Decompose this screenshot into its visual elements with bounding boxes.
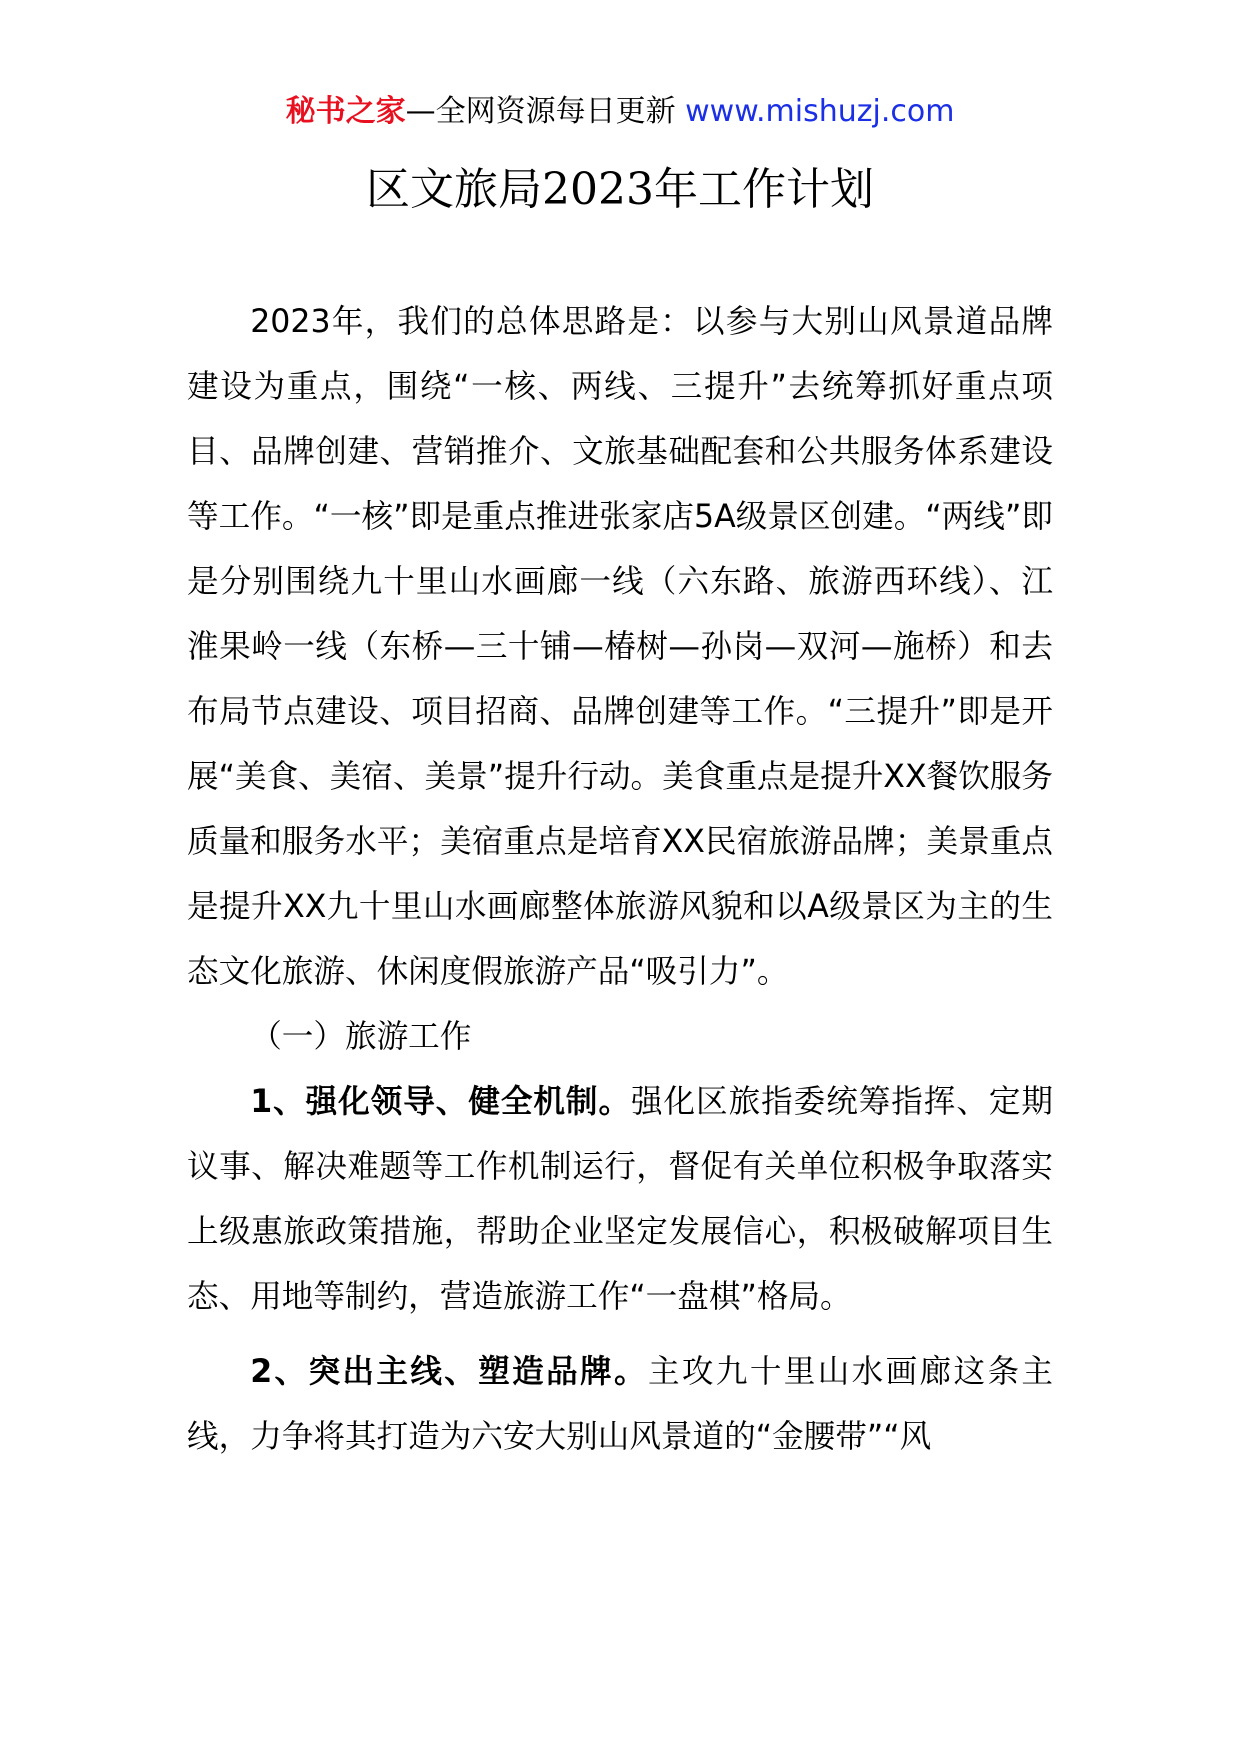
item-heading-2: 2、突出主线、塑造品牌。 (250, 1354, 648, 1390)
site-slogan: —全网资源每日更新 (405, 94, 686, 129)
item-paragraph-2 (187, 1340, 1053, 1470)
site-banner (0, 92, 1240, 132)
item-heading-1: 1、强化领导、健全机制。 (250, 1084, 631, 1120)
document-title: 区文旅局2023年工作计划 (366, 164, 874, 215)
section-heading: （一）旅游工作 (250, 1019, 472, 1055)
item-paragraph-1 (187, 1070, 1053, 1330)
document-body (187, 290, 1053, 1470)
site-brand: 秘书之家 (285, 94, 406, 129)
intro-paragraph: 2023年，我们的总体思路是：以参与大别山风景道品牌建设为重点，围绕“一核、两线、三提升”去统筹抓好重点项目、品牌创建、营销推介、文旅基础配套和公共服务体系建设等工作。“一核”即是重点推进张家店5A级景区创建。“两线”即是分别围绕九十里山水画廊一线（六东路、旅游西环线）、江淮果岭一线（东桥—三十铺—椿树—孙岗—双河—施桥）和去布局节点建设、项目招商、品牌创建等工作。“三提升”即是开展“美食、美宿、美景”提升行动。美食重点是提升XX餐饮服务质量和服务水平；美宿重点是培育XX民宿旅游品牌；美景重点是提升XX九十里山水画廊整体旅游风貌和以A级景区为主的生态文化旅游、休闲度假旅游产品“吸引力”。 (187, 304, 1053, 990)
item-body-1: 强化区旅指委统筹指挥、定期议事、解决难题等工作机制运行，督促有关单位积极争取落实上级惠旅政策措施，帮助企业坚定发展信心，积极破解项目生态、用地等制约，营造旅游工作“一盘棋”格局。 (187, 1084, 1053, 1315)
site-url-link[interactable]: www.mishuzj.com (685, 94, 955, 129)
item-body-2: 主攻九十里山水画廊这条主线，力争将其打造为六安大别山风景道的“金腰带”“风 (187, 1354, 1053, 1455)
